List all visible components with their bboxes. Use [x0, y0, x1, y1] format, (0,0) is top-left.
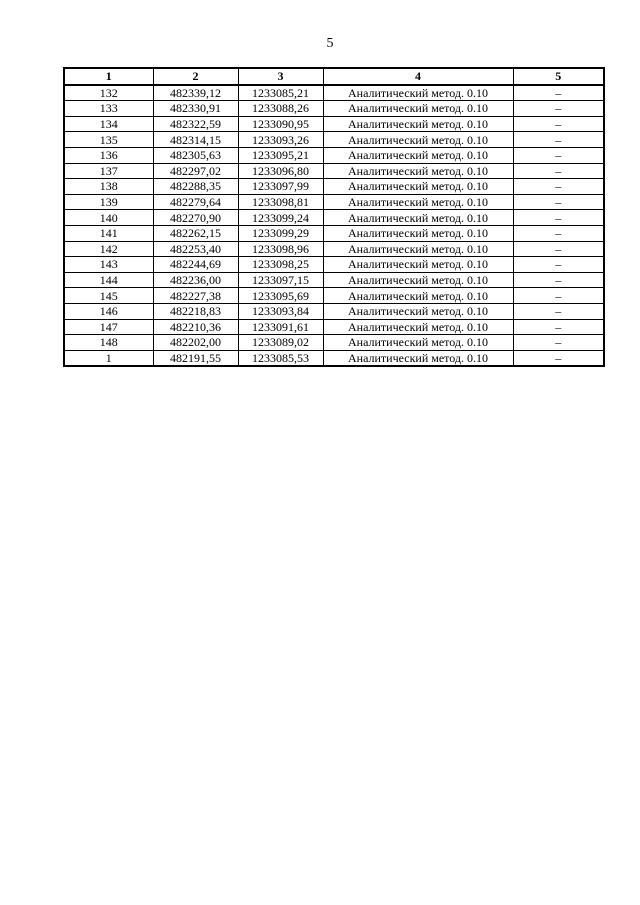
method-cell: Аналитический метод. 0.10 — [323, 303, 513, 319]
table-row — [64, 210, 604, 226]
y-coordinate-cell: 1233085,53 — [238, 350, 323, 366]
table-row — [64, 257, 604, 273]
x-coordinate-cell: 482297,02 — [153, 163, 238, 179]
table-row — [64, 241, 604, 257]
x-coordinate-cell: 482322,59 — [153, 116, 238, 132]
table-row — [64, 163, 604, 179]
point-number-cell: 136 — [64, 147, 153, 163]
coordinates-table — [63, 67, 605, 367]
method-cell: Аналитический метод. 0.10 — [323, 147, 513, 163]
table-row — [64, 147, 604, 163]
point-number-cell: 144 — [64, 272, 153, 288]
point-number-cell: 1 — [64, 350, 153, 366]
point-number-cell: 132 — [64, 85, 153, 101]
point-number-cell: 135 — [64, 132, 153, 148]
note-cell: – — [513, 179, 604, 195]
note-cell: – — [513, 335, 604, 351]
y-coordinate-cell: 1233097,15 — [238, 272, 323, 288]
table-row — [64, 225, 604, 241]
x-coordinate-cell: 482262,15 — [153, 225, 238, 241]
method-cell: Аналитический метод. 0.10 — [323, 132, 513, 148]
method-cell: Аналитический метод. 0.10 — [323, 179, 513, 195]
y-coordinate-cell: 1233097,99 — [238, 179, 323, 195]
note-cell: – — [513, 272, 604, 288]
y-coordinate-cell: 1233090,95 — [238, 116, 323, 132]
y-coordinate-cell: 1233089,02 — [238, 335, 323, 351]
point-number-cell: 141 — [64, 225, 153, 241]
note-cell: – — [513, 319, 604, 335]
method-cell: Аналитический метод. 0.10 — [323, 116, 513, 132]
column-header: 3 — [238, 68, 323, 85]
table-body — [64, 85, 604, 367]
x-coordinate-cell: 482236,00 — [153, 272, 238, 288]
note-cell: – — [513, 350, 604, 366]
point-number-cell: 139 — [64, 194, 153, 210]
column-header: 4 — [323, 68, 513, 85]
x-coordinate-cell: 482191,55 — [153, 350, 238, 366]
page-number: 5 — [326, 36, 334, 51]
table-row — [64, 319, 604, 335]
note-cell: – — [513, 85, 604, 101]
column-header: 1 — [64, 68, 153, 85]
table-row — [64, 116, 604, 132]
x-coordinate-cell: 482210,36 — [153, 319, 238, 335]
method-cell: Аналитический метод. 0.10 — [323, 194, 513, 210]
y-coordinate-cell: 1233093,84 — [238, 303, 323, 319]
point-number-cell: 138 — [64, 179, 153, 195]
x-coordinate-cell: 482202,00 — [153, 335, 238, 351]
table-row — [64, 101, 604, 117]
x-coordinate-cell: 482218,83 — [153, 303, 238, 319]
table-row — [64, 335, 604, 351]
y-coordinate-cell: 1233096,80 — [238, 163, 323, 179]
y-coordinate-cell: 1233095,69 — [238, 288, 323, 304]
x-coordinate-cell: 482288,35 — [153, 179, 238, 195]
point-number-cell: 140 — [64, 210, 153, 226]
table-row — [64, 194, 604, 210]
point-number-cell: 134 — [64, 116, 153, 132]
x-coordinate-cell: 482244,69 — [153, 257, 238, 273]
method-cell: Аналитический метод. 0.10 — [323, 272, 513, 288]
y-coordinate-cell: 1233099,29 — [238, 225, 323, 241]
note-cell: – — [513, 132, 604, 148]
note-cell: – — [513, 257, 604, 273]
note-cell: – — [513, 163, 604, 179]
table-header-row — [64, 68, 604, 85]
y-coordinate-cell: 1233098,25 — [238, 257, 323, 273]
y-coordinate-cell: 1233099,24 — [238, 210, 323, 226]
x-coordinate-cell: 482279,64 — [153, 194, 238, 210]
point-number-cell: 143 — [64, 257, 153, 273]
table-row — [64, 303, 604, 319]
table-row — [64, 85, 604, 101]
table-row — [64, 350, 604, 366]
table-row — [64, 179, 604, 195]
x-coordinate-cell: 482330,91 — [153, 101, 238, 117]
method-cell: Аналитический метод. 0.10 — [323, 225, 513, 241]
y-coordinate-cell: 1233085,21 — [238, 85, 323, 101]
column-header: 5 — [513, 68, 604, 85]
point-number-cell: 133 — [64, 101, 153, 117]
y-coordinate-cell: 1233088,26 — [238, 101, 323, 117]
x-coordinate-cell: 482305,63 — [153, 147, 238, 163]
method-cell: Аналитический метод. 0.10 — [323, 288, 513, 304]
method-cell: Аналитический метод. 0.10 — [323, 101, 513, 117]
note-cell: – — [513, 101, 604, 117]
x-coordinate-cell: 482253,40 — [153, 241, 238, 257]
y-coordinate-cell: 1233091,61 — [238, 319, 323, 335]
point-number-cell: 145 — [64, 288, 153, 304]
note-cell: – — [513, 147, 604, 163]
point-number-cell: 142 — [64, 241, 153, 257]
method-cell: Аналитический метод. 0.10 — [323, 319, 513, 335]
y-coordinate-cell: 1233093,26 — [238, 132, 323, 148]
x-coordinate-cell: 482339,12 — [153, 85, 238, 101]
note-cell: – — [513, 288, 604, 304]
point-number-cell: 137 — [64, 163, 153, 179]
point-number-cell: 147 — [64, 319, 153, 335]
method-cell: Аналитический метод. 0.10 — [323, 85, 513, 101]
y-coordinate-cell: 1233095,21 — [238, 147, 323, 163]
note-cell: – — [513, 241, 604, 257]
note-cell: – — [513, 210, 604, 226]
table-row — [64, 132, 604, 148]
table-row — [64, 272, 604, 288]
x-coordinate-cell: 482227,38 — [153, 288, 238, 304]
x-coordinate-cell: 482314,15 — [153, 132, 238, 148]
point-number-cell: 146 — [64, 303, 153, 319]
column-header: 2 — [153, 68, 238, 85]
method-cell: Аналитический метод. 0.10 — [323, 257, 513, 273]
note-cell: – — [513, 116, 604, 132]
table-row — [64, 288, 604, 304]
note-cell: – — [513, 225, 604, 241]
y-coordinate-cell: 1233098,96 — [238, 241, 323, 257]
method-cell: Аналитический метод. 0.10 — [323, 335, 513, 351]
point-number-cell: 148 — [64, 335, 153, 351]
method-cell: Аналитический метод. 0.10 — [323, 210, 513, 226]
method-cell: Аналитический метод. 0.10 — [323, 241, 513, 257]
y-coordinate-cell: 1233098,81 — [238, 194, 323, 210]
note-cell: – — [513, 303, 604, 319]
x-coordinate-cell: 482270,90 — [153, 210, 238, 226]
method-cell: Аналитический метод. 0.10 — [323, 163, 513, 179]
note-cell: – — [513, 194, 604, 210]
method-cell: Аналитический метод. 0.10 — [323, 350, 513, 366]
